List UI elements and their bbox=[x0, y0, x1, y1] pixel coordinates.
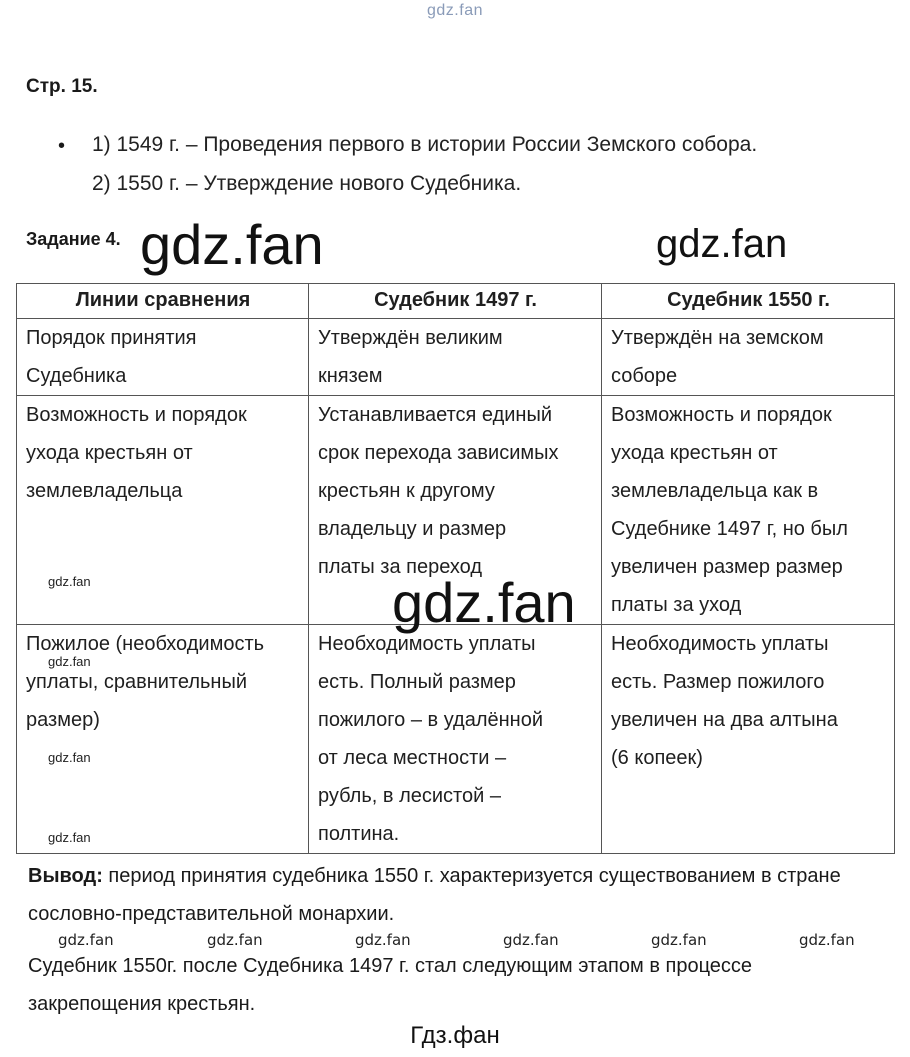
table-row bbox=[17, 319, 895, 396]
watermark-small: gdz.fan bbox=[58, 931, 114, 949]
watermark-top: gdz.fan bbox=[427, 2, 483, 19]
list-item: 2) 1550 г. – Утверждение нового Судебника. bbox=[92, 172, 522, 195]
table-header: Судебник 1497 г. bbox=[309, 284, 602, 319]
table-cell: Пожилое (необходимость уплаты, сравнительный размер) bbox=[17, 625, 309, 854]
watermark-large: gdz.fan bbox=[656, 222, 788, 266]
table-row bbox=[17, 625, 895, 854]
watermark-small: gdz.fan bbox=[503, 931, 559, 949]
watermark-small: gdz.fan bbox=[355, 931, 411, 949]
conclusion-text: период принятия судебника 1550 г. характеризуется существованием в стране сословно-представительной монархии. bbox=[28, 865, 841, 925]
table-cell: Устанавливается единый срок перехода зависимых крестьян к другому владельцу и размер платы за переход bbox=[309, 396, 602, 625]
watermark-large: gdz.fan bbox=[392, 571, 576, 634]
watermark-small: gdz.fan bbox=[48, 654, 91, 669]
watermark-small: gdz.fan bbox=[799, 931, 855, 949]
table-header: Судебник 1550 г. bbox=[602, 284, 895, 319]
table-cell: Утверждён на земском соборе bbox=[602, 319, 895, 396]
paragraph: Судебник 1550г. после Судебника 1497 г. стал следующим этапом в процессе закрепощения крестьян. bbox=[28, 955, 753, 1015]
list-item: 1) 1549 г. – Проведения первого в истории России Земского собора. bbox=[92, 133, 758, 156]
table-cell: Утверждён великим князем bbox=[309, 319, 602, 396]
page-reference: Стр. 15. bbox=[26, 76, 98, 97]
table-cell: Возможность и порядок ухода крестьян от землевладельца bbox=[17, 396, 309, 625]
comparison-table bbox=[16, 283, 895, 854]
conclusion bbox=[28, 857, 888, 933]
table-cell: Возможность и порядок ухода крестьян от землевладельца как в Судебнике 1497 г, но был увеличен размер размер платы за уход bbox=[602, 396, 895, 625]
watermark-small: gdz.fan bbox=[651, 931, 707, 949]
table-cell: Необходимость уплаты есть. Размер пожилого увеличен на два алтына (6 копеек) bbox=[602, 625, 895, 854]
table-cell: Порядок принятия Судебника bbox=[17, 319, 309, 396]
watermark-small: gdz.fan bbox=[207, 931, 263, 949]
watermark-small: gdz.fan bbox=[48, 830, 91, 845]
task-label: Задание 4. bbox=[26, 229, 121, 249]
table-cell: Необходимость уплаты есть. Полный размер пожилого – в удалённой от леса местности – рубль, в лесистой – полтина. bbox=[309, 625, 602, 854]
bullet-icon: • bbox=[58, 135, 66, 157]
watermark-large: gdz.fan bbox=[140, 213, 324, 276]
watermark-footer: Гдз.фан bbox=[410, 1022, 500, 1049]
table-header-row bbox=[17, 284, 895, 319]
table-header: Линии сравнения bbox=[17, 284, 309, 319]
watermark-small: gdz.fan bbox=[48, 574, 91, 589]
conclusion-label: Вывод: bbox=[28, 865, 103, 887]
watermark-small: gdz.fan bbox=[48, 750, 91, 765]
